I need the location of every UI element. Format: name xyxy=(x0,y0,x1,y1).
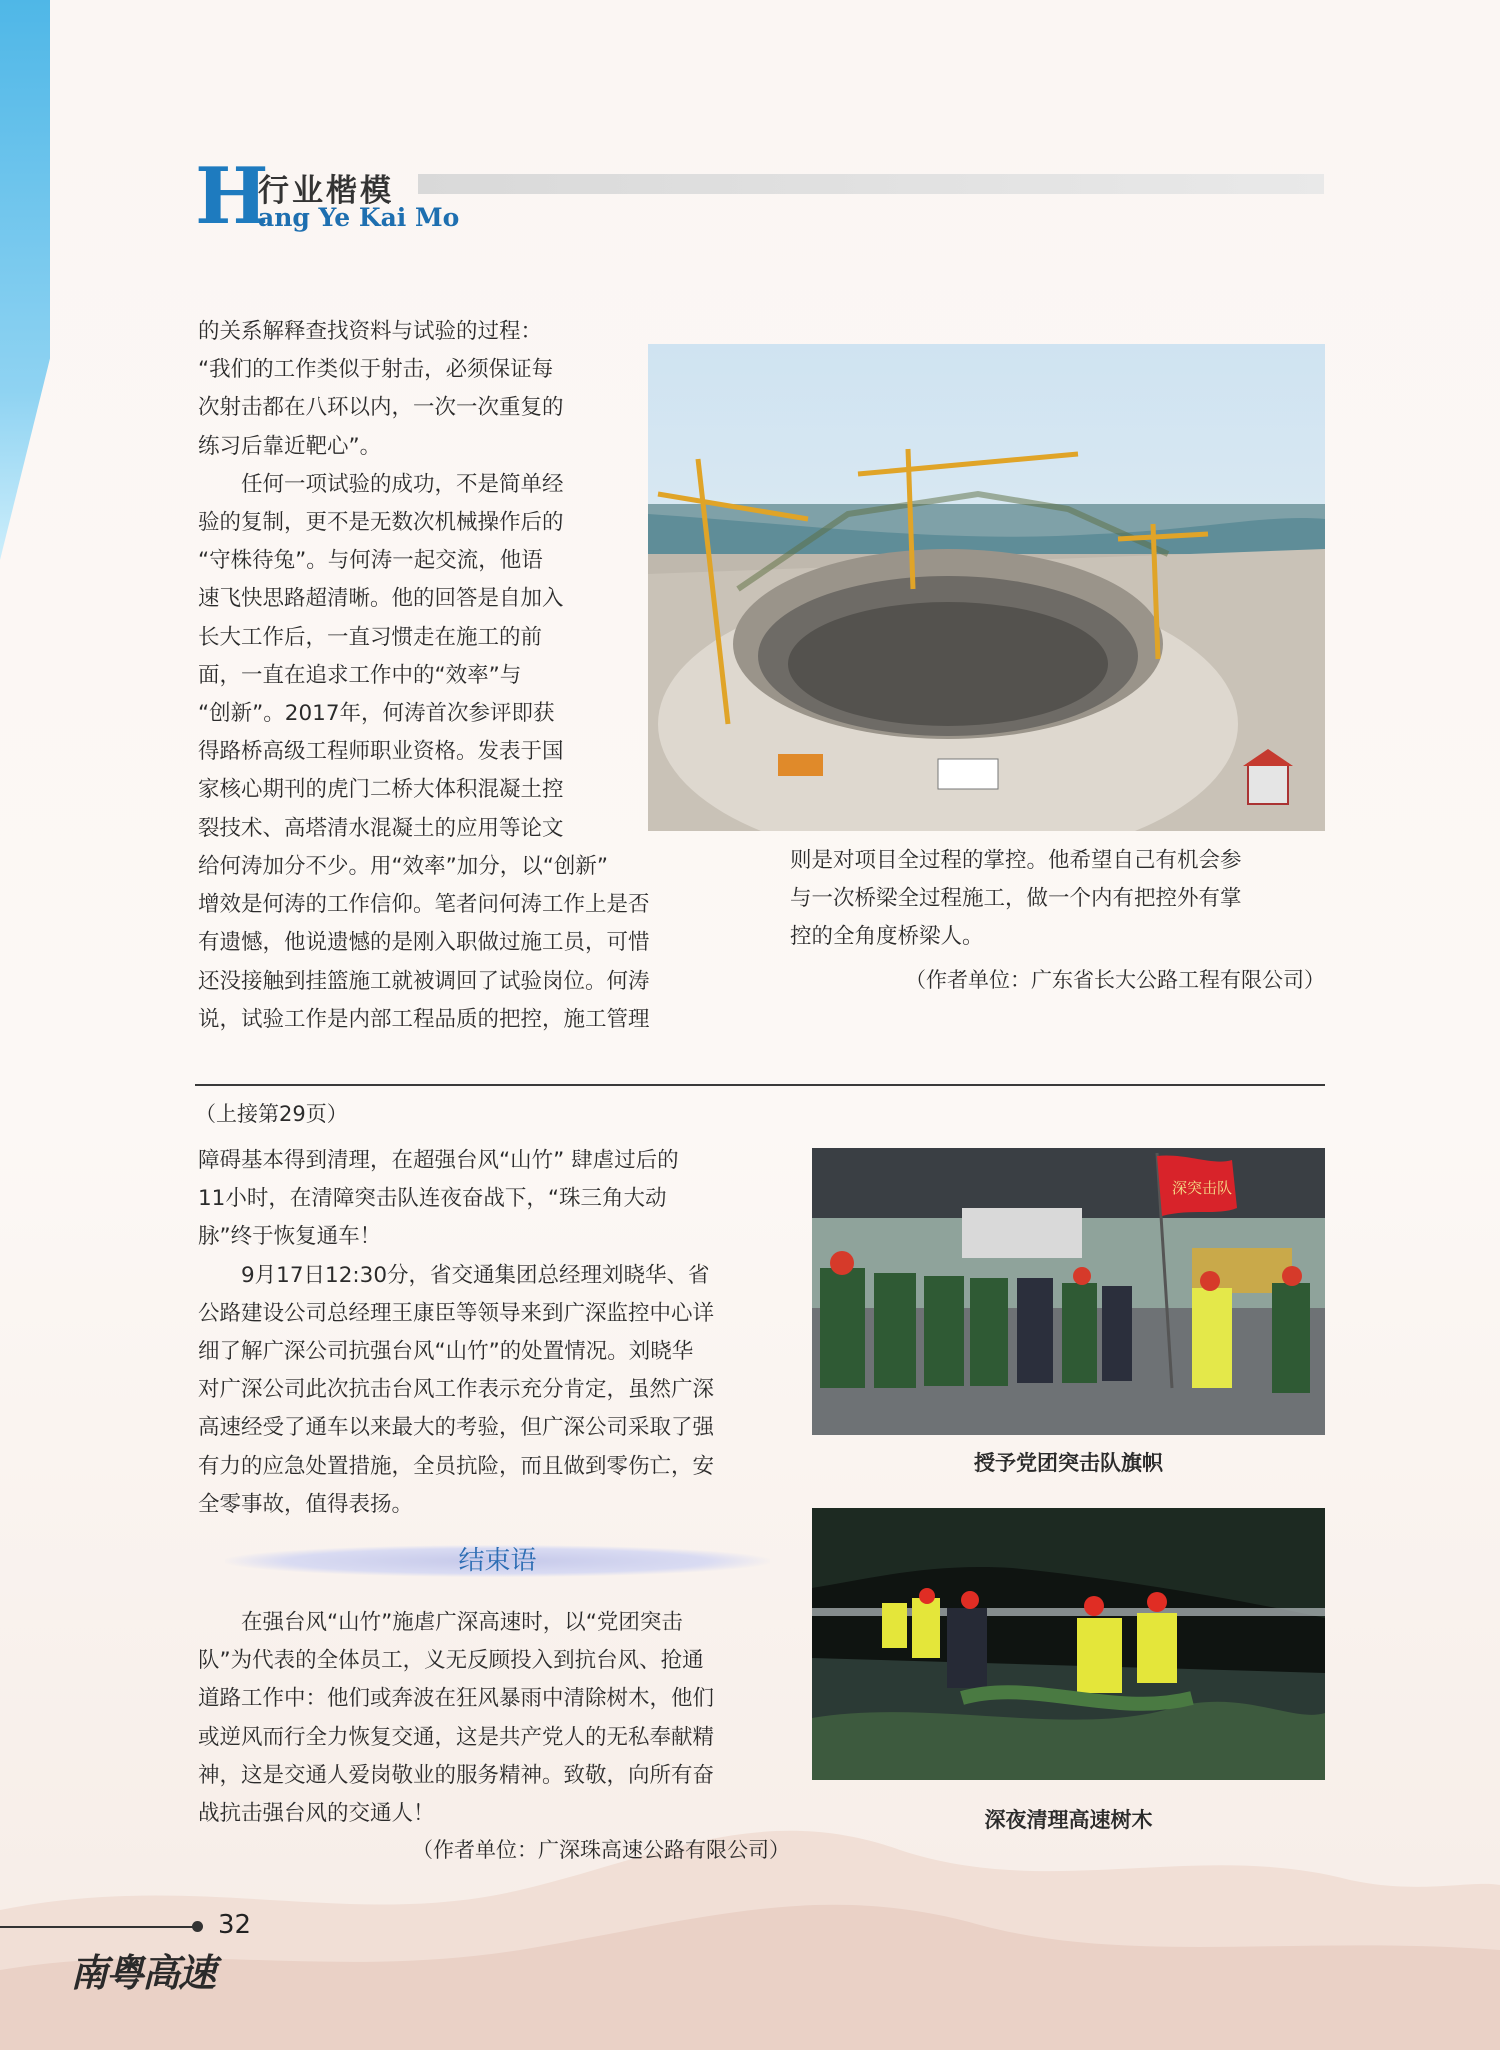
section-pinyin: ang Ye Kai Mo xyxy=(258,203,460,232)
article-divider xyxy=(195,1084,1325,1086)
section-title: 行业楷模 xyxy=(258,173,394,209)
article1-wide-text: 给何涛加分不少。用“效率”加分，以“创新” 增效是何涛的工作信仰。笔者问何涛工作上是否 有遗憾，他说遗憾的是刚入职做过施工员，可惜 还没接触到挂篮施工就被调回了试验岗位。何涛 说，试验工作是内部工程品质的把控，施工管理 xyxy=(198,854,650,1032)
section-letter: H xyxy=(195,151,269,242)
page-number-line xyxy=(0,1926,195,1928)
article2-body: 障碍基本得到清理，在超强台风“山竹” 肆虐过后的 11小时，在清障突击队连夜奋战下，“珠三角大动 脉”终于恢复通车！ 9月17日12:30分，省交通集团总经理刘晓华、省 公路建设公司总经理王康臣等领导来到广深监控中心详 细了解广深公司抗强台风“山竹”的处置情况。刘晓华 对广深公司此次抗击台风工作表示充分肯定，虽然广深 高速经受了通车以来最大的考验，但广深公司采取了强 有力的应急处置措施，全员抗险，而且做到零伤亡，安 全零事故，值得表扬。 xyxy=(198,1148,715,1517)
conclusion-body: 在强台风“山竹”施虐广深高速时，以“党团突击 队”为代表的全体员工，义无反顾投入到抗台风、抢通 道路工作中：他们或奔波在狂风暴雨中清除树木，他们 或逆风而行全力恢复交通，这是共产党人的无私奉献精 神，这是交通人爱岗敬业的服务精神。致敬，向所有奋 战抗击强台风的交通人！ （作者单位：广深珠高速公路有限公司） xyxy=(198,1604,800,1869)
continued-from-note: （上接第29页） xyxy=(195,1102,348,1126)
header-bar xyxy=(418,174,1324,194)
article2-credit: （作者单位：广深珠高速公路有限公司） xyxy=(412,1838,790,1863)
night-tree-clearing-photo xyxy=(812,1508,1325,1780)
page-number-dot xyxy=(192,1921,203,1932)
article1-credit: （作者单位：广东省长大公路工程有限公司） xyxy=(905,967,1325,992)
flag-text: 深突击队 xyxy=(1172,1179,1233,1197)
page-number: 32 xyxy=(218,1910,252,1940)
flag-ceremony-caption: 授予党团突击队旗帜 xyxy=(974,1451,1163,1475)
article1-right-text: 则是对项目全过程的掌控。他希望自己有机会参 与一次桥梁全过程施工，做一个内有把控外有掌 控的全角度桥梁人。 （作者单位：广东省长大公路工程有限公司） xyxy=(790,842,1325,999)
conclusion-heading-banner xyxy=(225,1545,770,1577)
construction-site-photo xyxy=(648,344,1325,831)
night-tree-caption: 深夜清理高速树木 xyxy=(984,1808,1153,1832)
magazine-logo: 南粤高速 xyxy=(70,1950,215,1995)
flag-ceremony-photo xyxy=(812,1148,1325,1435)
conclusion-heading: 结束语 xyxy=(458,1546,537,1576)
article1-intro: 的关系解释查找资料与试验的过程： “我们的工作类似于射击，必须保证每 次射击都在八环以内，一次一次重复的 练习后靠近靶心”。 任何一项试验的成功，不是简单经 验的复制，更不是无数次机械操作后的 “守株待兔”。与何涛一起交流，他语 速飞快思路超清晰。他的回答是自加入 长大工作后，一直习惯走在施工的前 面，一直在追求工作中的“效率”与 “创新”。2017年，何涛首次参评即获 得路桥高级工程师职业资格。发表于国 家核心期刊的虎门二桥大体积混凝土控 裂技术、高塔清水混凝土的应用等论文 xyxy=(198,319,564,841)
